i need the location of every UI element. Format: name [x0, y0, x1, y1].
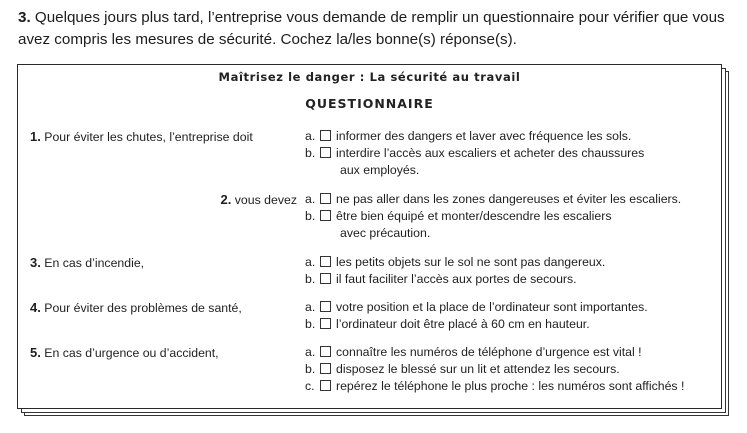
- option-letter: a.: [305, 345, 316, 359]
- option-text-continued: aux employés.: [340, 163, 420, 177]
- question-2: [221, 192, 297, 207]
- question-number: 4.: [30, 300, 41, 315]
- option-text: les petits objets sur le sol ne sont pas dangereux.: [336, 255, 606, 269]
- option-letter: a.: [305, 300, 316, 314]
- option-text: connaître les numéros de téléphone d’urgence est vital !: [336, 345, 642, 359]
- checkbox[interactable]: [320, 210, 331, 221]
- option-5a[interactable]: [305, 344, 715, 361]
- option-text: ne pas aller dans les zones dangereuses et éviter les escaliers.: [336, 192, 682, 206]
- option-text: informer des dangers et laver avec fréquence les sols.: [336, 129, 632, 143]
- question-text: vous devez: [234, 193, 297, 207]
- option-4b[interactable]: [305, 316, 715, 333]
- checkbox[interactable]: [320, 273, 331, 284]
- option-letter: b.: [305, 146, 316, 160]
- checkbox[interactable]: [320, 380, 331, 391]
- option-text: être bien équipé et monter/descendre les escaliers: [336, 209, 612, 223]
- question-1: [30, 129, 253, 144]
- option-letter: b.: [305, 272, 316, 286]
- option-text: l’ordinateur doit être placé à 60 cm en hauteur.: [336, 317, 590, 331]
- question-5: [30, 345, 219, 360]
- exercise-instruction: [18, 7, 738, 51]
- question-number: 2.: [220, 192, 232, 207]
- option-1b[interactable]: [305, 145, 715, 179]
- question-text: Pour éviter des problèmes de santé,: [44, 301, 242, 315]
- option-1a[interactable]: [305, 128, 715, 145]
- option-text: il faut faciliter l’accès aux portes de secours.: [336, 272, 577, 286]
- checkbox[interactable]: [320, 130, 331, 141]
- option-text: disposez le blessé sur un lit et attendez les secours.: [336, 362, 620, 376]
- checkbox[interactable]: [320, 147, 331, 158]
- checkbox[interactable]: [320, 318, 331, 329]
- option-text: votre position et la place de l’ordinateur sont importantes.: [336, 300, 648, 314]
- option-text: interdire l’accès aux escaliers et acheter des chaussures: [336, 146, 645, 160]
- option-letter: b.: [305, 362, 316, 376]
- option-4a[interactable]: [305, 299, 715, 316]
- option-5b[interactable]: [305, 361, 715, 378]
- option-letter: a.: [305, 192, 316, 206]
- question-text: Pour éviter les chutes, l’entreprise doit: [44, 130, 253, 144]
- option-letter: a.: [305, 129, 316, 143]
- exercise-number: 3.: [18, 9, 31, 26]
- instruction-text: Quelques jours plus tard, l’entreprise vous demande de remplir un questionnaire pour vérifier que vous avez compris les mesures de sécurité. Cochez la/les bonne(s) réponse(s).: [18, 9, 725, 48]
- sheet-title: Maîtrisez le danger : La sécurité au travail: [218, 70, 521, 84]
- question-number: 5.: [30, 345, 41, 360]
- checkbox[interactable]: [320, 301, 331, 312]
- option-letter: b.: [305, 209, 316, 223]
- sheet-subtitle: QUESTIONNAIRE: [305, 96, 434, 111]
- option-2a[interactable]: [305, 191, 715, 208]
- question-number: 3.: [30, 255, 41, 270]
- checkbox[interactable]: [320, 193, 331, 204]
- questionnaire-sheet: [17, 64, 722, 409]
- option-2b[interactable]: [305, 208, 715, 242]
- option-3b[interactable]: [305, 271, 715, 288]
- question-text: En cas d’incendie,: [44, 256, 145, 270]
- checkbox[interactable]: [320, 363, 331, 374]
- checkbox[interactable]: [320, 346, 331, 357]
- option-text-continued: avec précaution.: [340, 226, 431, 240]
- option-letter: b.: [305, 317, 316, 331]
- checkbox[interactable]: [320, 256, 331, 267]
- option-text: repérez le téléphone le plus proche : les numéros sont affichés !: [336, 379, 685, 393]
- question-4: [30, 300, 242, 315]
- question-text: En cas d’urgence ou d’accident,: [44, 346, 219, 360]
- option-letter: c.: [305, 379, 315, 393]
- option-letter: a.: [305, 255, 316, 269]
- question-3: [30, 255, 144, 270]
- option-3a[interactable]: [305, 254, 715, 271]
- question-number: 1.: [30, 129, 41, 144]
- option-5c[interactable]: [305, 378, 715, 395]
